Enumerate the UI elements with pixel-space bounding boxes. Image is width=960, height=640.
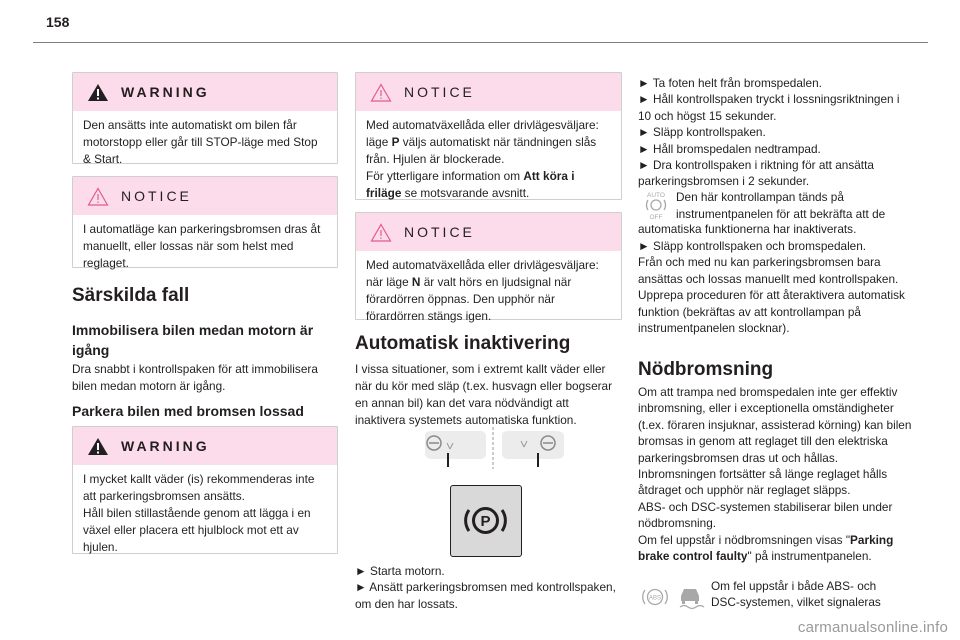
dsc-warning-icon — [675, 582, 705, 612]
notice-box-manual — [72, 176, 338, 268]
parking-brake-switch — [450, 485, 522, 557]
warning-text-line: Håll bilen stillastående genom att lägga i en växel eller placera ett hjulblock mot ett av hjulen. — [83, 506, 311, 554]
warning-header — [73, 73, 337, 111]
lever-diagram — [420, 423, 570, 473]
step-item: ► Ta foten helt från bromspedalen. — [638, 76, 822, 90]
warning-title: WARNING — [121, 438, 210, 454]
notice-triangle-icon — [87, 187, 109, 206]
parking-brake-icon — [451, 486, 520, 555]
abs-warning-icon — [640, 584, 670, 610]
step-item: ► Släpp kontrollspaken. — [638, 125, 766, 140]
lever-left-panel — [425, 431, 486, 467]
lamp-text-2: instrumentpanelen för att bekräfta att de — [676, 207, 886, 221]
fault-message-text: Om fel uppstår i nödbromsningen visas "Parking brake control faulty" på instrumentpanelen. — [638, 532, 894, 564]
subheading-immobilise: Immobilisera bilen medan motorn är igång — [72, 322, 314, 358]
step-item: ► Håll kontrollspaken tryckt i lossningsriktningen i 10 och högst 15 sekunder. — [638, 92, 900, 123]
warning-text: Den ansätts inte automatiskt om bilen får motorstopp eller går till STOP-läge med Stop & Start. — [83, 118, 318, 166]
notice-text: I automatläge kan parkeringsbromsen dras åt manuellt, eller lossas när som helst med reglaget. — [83, 222, 321, 270]
section-title-auto-deactivation: Automatisk inaktivering — [355, 333, 571, 354]
warning-box-auto-stop — [72, 72, 338, 164]
step-item: ► Dra kontrollspaken i riktning för att ansätta parkeringsbromsen i 2 sekunder. — [638, 158, 874, 189]
notice-box-position-n — [355, 212, 622, 323]
warning-body — [73, 465, 337, 564]
warning-title: WARNING — [121, 84, 210, 100]
steps-list-finish — [638, 238, 913, 336]
notice-body — [356, 111, 621, 210]
notice-title: NOTICE — [121, 188, 192, 204]
warning-triangle-icon — [87, 437, 109, 456]
abs-dsc-text-2: DSC-systemen, vilket signaleras — [711, 595, 881, 609]
notice-title: NOTICE — [404, 224, 475, 240]
svg-text:ABS: ABS — [648, 595, 662, 602]
steps-list-start — [355, 563, 617, 612]
subheading-park-released: Parkera bilen med bromsen lossad — [72, 403, 304, 419]
notice-body — [356, 251, 621, 333]
auto-deactivation-intro: I vissa situationer, som i extremt kallt väder eller när du kör med släp (t.ex. husvagn eller bogserar en annan bil) kan det vara nödvändigt att inaktivera systemets automatiska funktion. — [355, 362, 613, 427]
warning-text-line: I mycket kallt väder (is) rekommenderas inte att parkeringsbromsen ansätts. — [83, 472, 315, 503]
emergency-paragraph: Om att trampa ned bromspedalen inte ger effektiv inbromsning, eller i exceptionella omständigheter (t.ex. föraren insjuknar, assisterad körning) kan bilen bromsas in genom att reglaget till den elektriska parkeringsbromsen dras ut och hållas. Inbromsningen fortsätter så länge reglaget hålls åtdraget och upphör när reglaget släpps. — [638, 385, 912, 498]
warning-body — [73, 111, 337, 176]
step-item: ► Håll bromspedalen nedtrampad. — [638, 141, 821, 156]
immobilise-text: Dra snabbt i kontrollspaken för att immobilisera bilen medan motorn är igång. — [72, 362, 318, 393]
header-divider — [33, 42, 928, 43]
svg-text:AUTO: AUTO — [647, 192, 665, 199]
warning-box-cold-weather — [72, 426, 338, 554]
section-title-special-cases: Särskilda fall — [72, 285, 190, 306]
svg-text:OFF: OFF — [649, 214, 663, 220]
notice-triangle-icon — [370, 223, 392, 242]
notice-triangle-icon — [370, 83, 392, 102]
step-item: ► Ansätt parkeringsbromsen med kontrollspaken, om den har lossats. — [355, 580, 616, 611]
manual-only-text: Från och med nu kan parkeringsbromsen bara ansättas och lossas manuellt med kontrollspaken. — [638, 255, 899, 286]
lamp-text-3: automatiska funktionerna har inaktiverats. — [638, 222, 857, 236]
notice-text: Med automatväxellåda eller drivlägesväljare: när läge N är valt hörs en ljudsignal när förardörren öppnas. Den upphör när förardörren stängs igen. — [366, 258, 599, 323]
step-item: ► Släpp kontrollspaken och bromspedalen. — [638, 239, 867, 253]
reactivate-text: Upprepa proceduren för att återaktivera automatisk funktion (bekräftas av att kontrollampan på instrumentpanelen slocknar). — [638, 288, 905, 336]
notice-title: NOTICE — [404, 84, 475, 100]
emergency-braking-text — [638, 384, 913, 564]
lamp-text-1: Den här kontrollampan tänds på — [676, 190, 844, 204]
auto-off-lamp-icon — [640, 190, 672, 220]
section-title-emergency-braking: Nödbromsning — [638, 359, 774, 380]
steps-list-release — [638, 75, 913, 190]
notice-header — [73, 177, 337, 215]
notice-body — [73, 215, 337, 280]
warning-triangle-icon — [87, 83, 109, 102]
notice-text-line-1: Med automatväxellåda eller drivlägesväljare: läge P väljs automatiskt när tändningen slås från. Hjulen är blockerade. — [366, 118, 599, 166]
notice-text-line-2: För ytterligare information om Att köra i friläge se motsvarande avsnitt. — [366, 169, 575, 200]
notice-header — [356, 213, 621, 251]
emergency-paragraph: ABS- och DSC-systemen stabiliserar bilen under nödbromsning. — [638, 499, 893, 531]
notice-header — [356, 73, 621, 111]
notice-box-position-p — [355, 72, 622, 200]
abs-dsc-text-1: Om fel uppstår i både ABS- och — [711, 579, 877, 593]
page-number: 158 — [46, 14, 70, 30]
lever-right-panel — [502, 431, 564, 467]
step-item: ► Starta motorn. — [355, 564, 445, 578]
watermark: carmanualsonline.info — [797, 619, 948, 636]
warning-header — [73, 427, 337, 465]
svg-text:P: P — [480, 513, 491, 530]
